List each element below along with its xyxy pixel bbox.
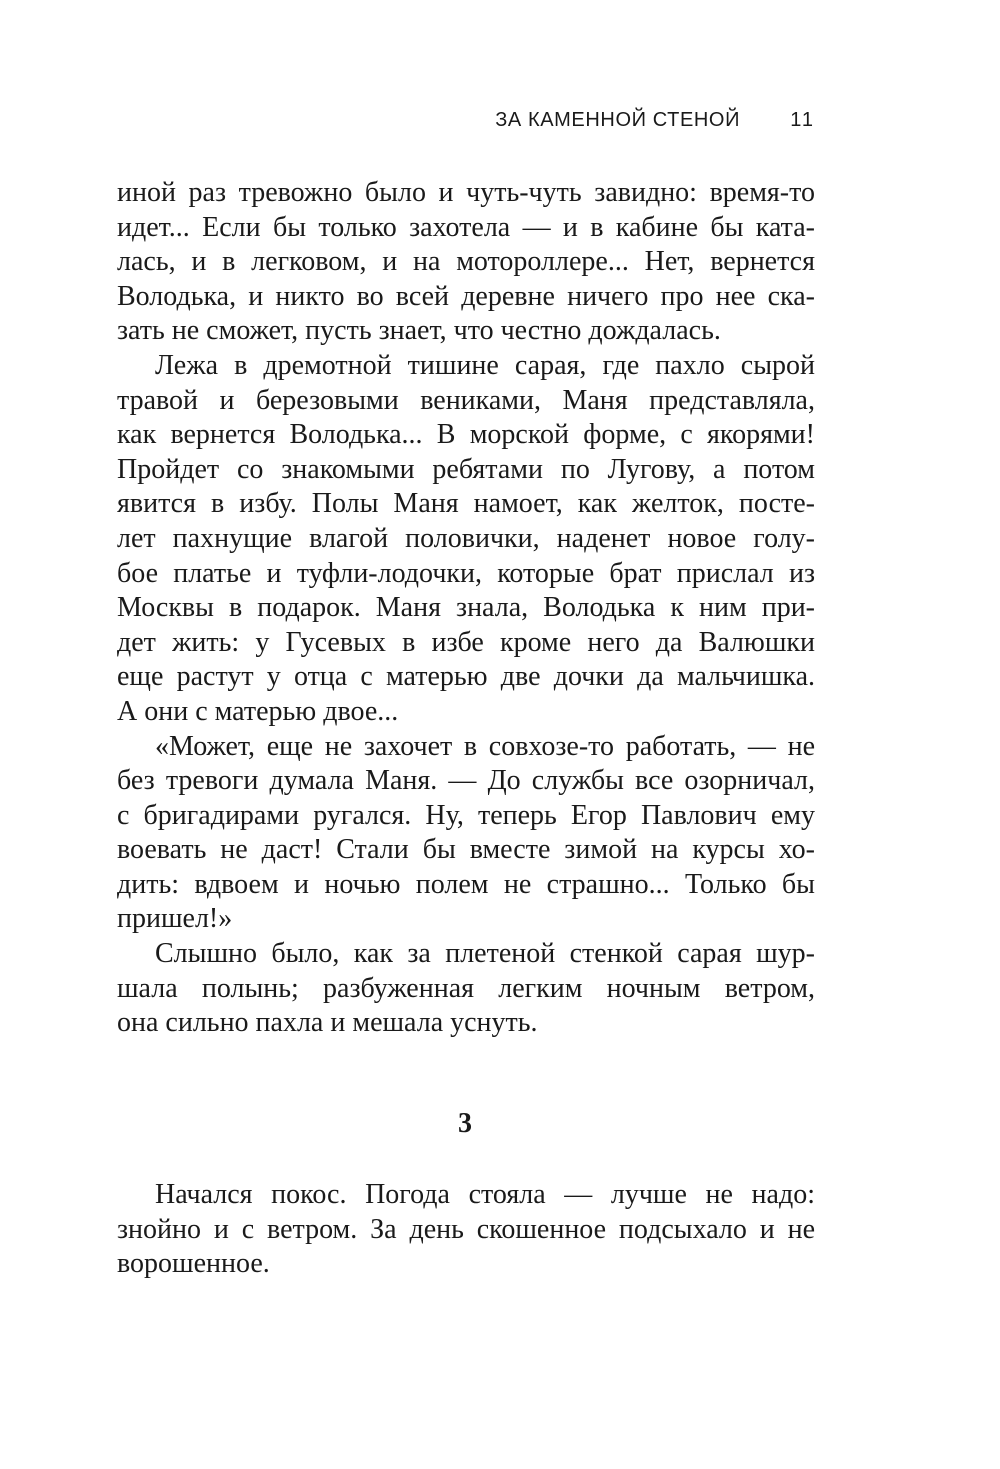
text-line: она сильно пахла и мешала уснуть. [117,1007,538,1039]
text-line: А они с матерью двое... [117,695,399,727]
text-line: ворошенное. [117,1248,270,1280]
paragraph [117,1178,815,1282]
text-line: воевать не даст! Стали бы вместе зимой на курсы хо- [117,834,815,866]
text-line: еще растут у отца с матерью две дочки да мальчишка. [117,661,815,693]
paragraph [117,937,815,1041]
text-line: Пройдет со знакомыми ребятами по Лугову, а потом [117,453,815,485]
paragraph [117,730,815,938]
text-line: «Может, еще не захочет в совхозе-то работать, — не [155,730,815,762]
running-head [495,109,815,132]
text-line: лет пахнущие влагой половички, наденет новое голу- [117,522,815,554]
text-line: лась, и в легковом, и на мотороллере... Нет, вернется [117,246,815,278]
text-line: Москвы в подарок. Маня знала, Володька к ним при- [117,592,815,624]
text-line: Слышно было, как за плетеной стенкой сарая шур- [155,938,815,970]
text-line: пришел!» [117,903,233,935]
text-line: явится в избу. Полы Маня намоет, как желток, посте- [117,488,815,520]
text-line: дить: вдвоем и ночью полем не страшно... Только бы [117,868,815,900]
text-line: бое платье и туфли-лодочки, которые брат прислал из [117,557,815,589]
text-line: идет... Если бы только захотела — и в кабине бы ката- [117,211,815,243]
chapter-body-text [117,1178,815,1282]
chapter-number: 3 [458,1108,472,1139]
text-line: с бригадирами ругался. Ну, теперь Егор Павлович ему [117,799,815,831]
text-line: Володька, и никто во всей деревне ничего про нее ска- [117,280,815,312]
text-line: дет жить: у Гусевых в избе кроме него да Валюшки [117,626,815,658]
text-line: зать не сможет, пусть знает, что честно дождалась. [117,315,721,347]
body-text [117,176,815,1041]
text-line: знойно и с ветром. За день скошенное подсыхало и не [117,1213,815,1245]
text-line: иной раз тревожно было и чуть-чуть завидно: время-то [117,177,815,208]
text-line: без тревоги думала Маня. — До службы все озорничал, [117,765,815,797]
paragraph [117,176,815,349]
page-number: 11 [790,109,815,131]
text-line: Начался покос. Погода стояла — лучше не надо: [155,1179,815,1210]
paragraph [117,349,815,730]
text-line: как вернется Володька... В морской форме, с якорями! [117,419,815,451]
running-head-title: ЗА КАМЕННОЙ СТЕНОЙ [495,109,741,131]
text-line: травой и березовыми вениками, Маня представляла, [117,384,815,416]
text-line: шала полынь; разбуженная легким ночным ветром, [117,972,815,1004]
text-line: Лежа в дремотной тишине сарая, где пахло сырой [155,349,815,381]
